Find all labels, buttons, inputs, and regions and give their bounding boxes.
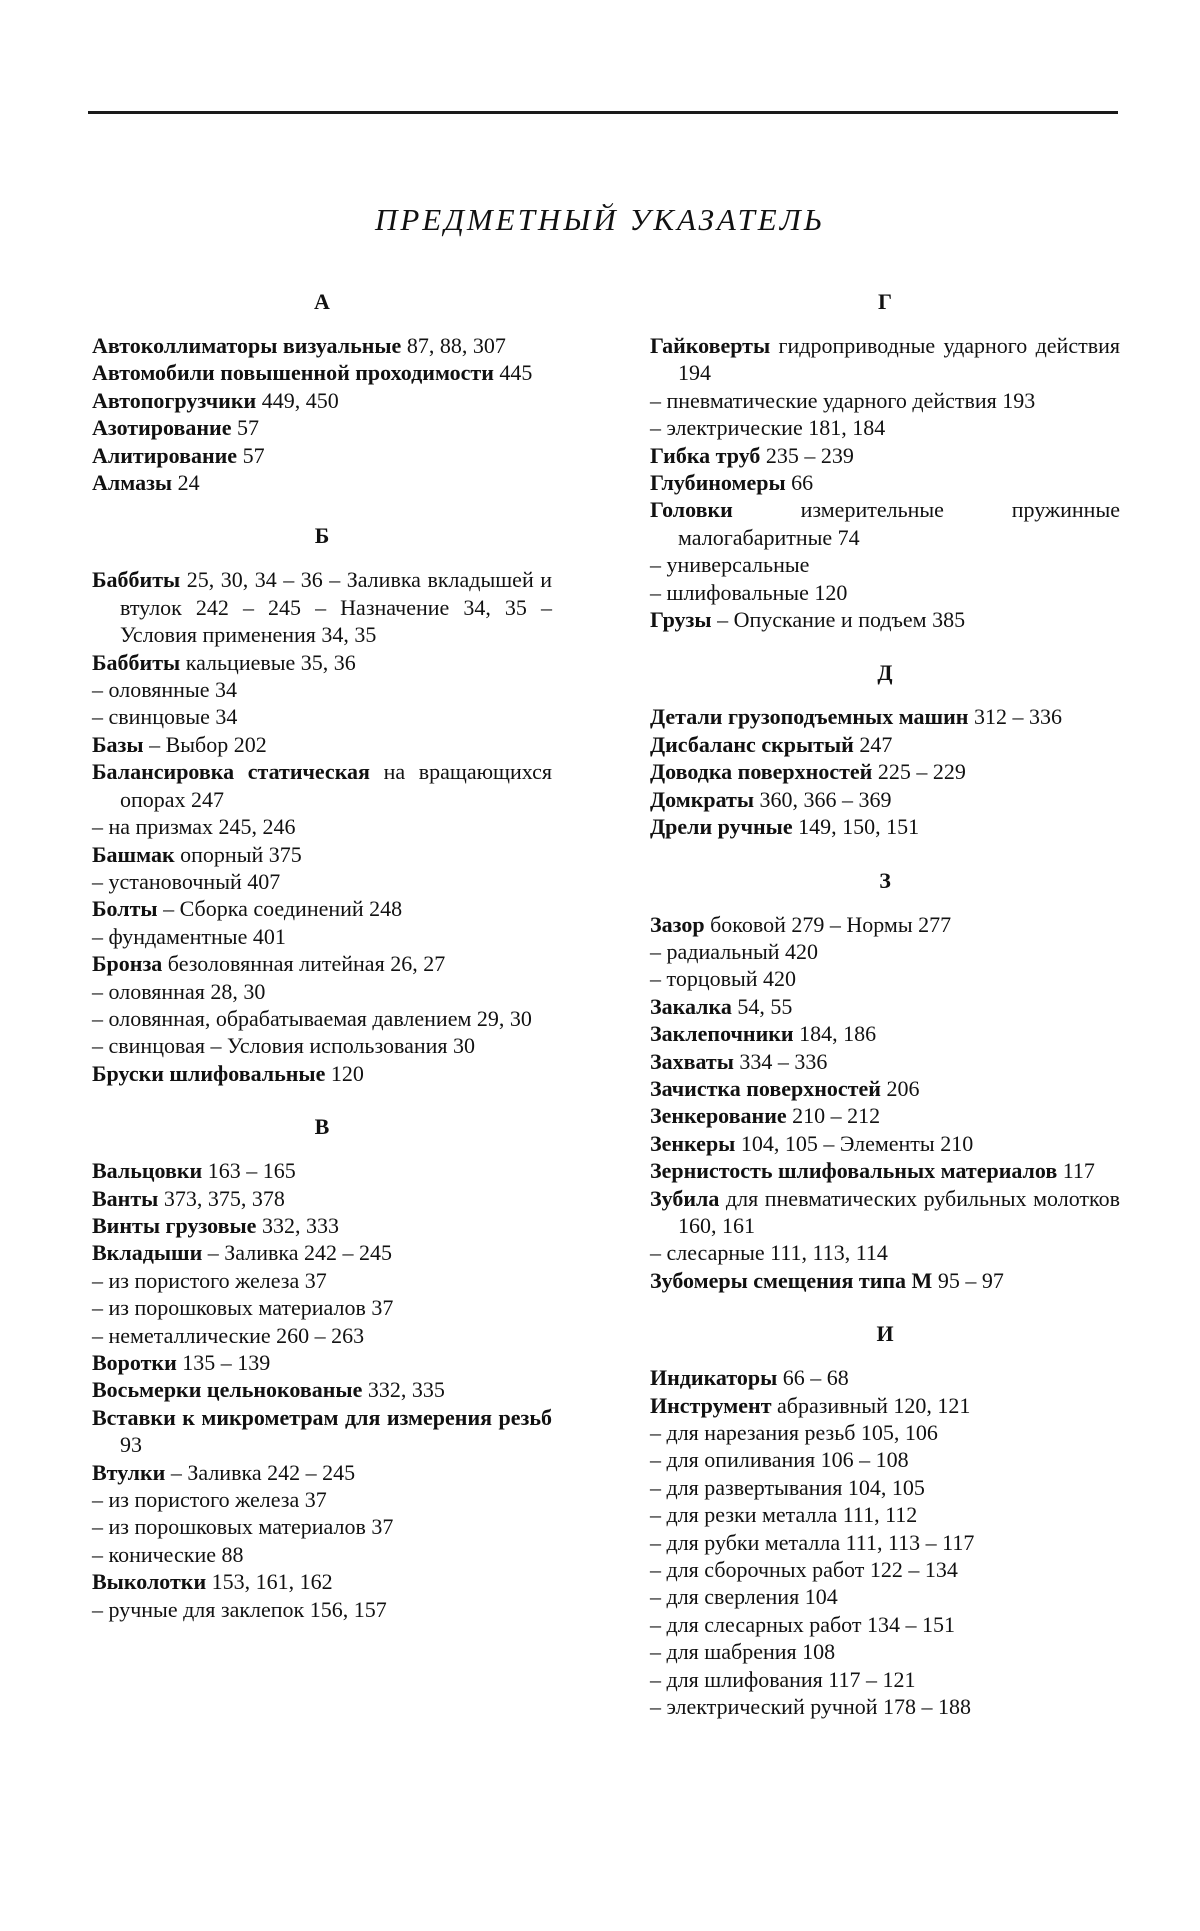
index-entry [650,442,1120,469]
index-entry [650,1130,1120,1157]
index-subentry [92,813,552,840]
index-entry [650,1392,1120,1419]
index-entry [92,649,552,676]
entry-pages: – свинцовые 34 [92,704,238,730]
entry-pages: 25, 30, 34 – 36 – Заливка вкладышей и втулок 242 – 245 – Назначение 34, 35 – Условия применения 34, 35 [120,567,552,648]
entry-term: Головки [650,497,733,523]
entry-pages: 225 – 229 [872,759,966,785]
entry-pages: 54, 55 [731,993,793,1019]
entry-pages: боковой 279 – Нормы 277 [704,911,952,937]
entry-term: Зубила [650,1185,720,1211]
index-entry [92,359,552,386]
index-entry [650,911,1120,938]
entry-term: Бруски шлифовальные [92,1060,326,1086]
entry-pages: – Выбор 202 [143,731,267,757]
entry-term: Ванты [92,1185,159,1211]
entry-pages: 57 [237,442,265,468]
entry-term: Зенкерование [650,1103,787,1129]
entry-term: Балансировка статическая [92,759,370,785]
index-entry [650,1048,1120,1075]
entry-term: Болты [92,896,158,922]
entry-pages: кальциевые 35, 36 [180,649,356,675]
index-entry [650,496,1120,551]
entry-term: Инструмент [650,1392,772,1418]
entry-term: Автомобили повышенной проходимости [92,360,494,386]
entry-pages: 449, 450 [256,387,339,413]
entry-term: Домкраты [650,786,755,812]
index-entry [92,1349,552,1376]
entry-pages: – электрический ручной 178 – 188 [650,1694,972,1720]
index-entry [92,758,552,813]
entry-pages: измерительные пружинные малогабаритные 74 [678,497,1120,550]
index-subentry [92,1513,552,1540]
index-entry [92,895,552,922]
index-subentry [92,703,552,730]
entry-pages: – пневматические ударного действия 193 [650,387,1036,413]
index-subentry [650,1583,1120,1610]
index-entry [92,1459,552,1486]
entry-term: Винты грузовые [92,1212,257,1238]
entry-pages: 210 – 212 [786,1103,881,1129]
entry-term: Алмазы [92,470,173,496]
index-entry [92,1376,552,1403]
entry-pages: на вращающихся опорах 247 [120,759,553,812]
index-subentry [650,1611,1120,1638]
index-subentry [650,579,1120,606]
page-title: ПРЕДМЕТНЫЙ УКАЗАТЕЛЬ [374,202,826,237]
entry-pages: – из пористого железа 37 [92,1487,327,1513]
index-entry [92,566,552,648]
index-entry [92,1185,552,1212]
index-entry [92,442,552,469]
entry-pages: 117 [1057,1158,1095,1184]
entry-pages: 312 – 336 [968,704,1062,730]
index-subentry [92,1005,552,1032]
section-letter: Б [314,523,330,549]
index-entry [92,387,552,414]
index-entry [650,758,1120,785]
entry-pages: для пневматических рубильных молотков 160, 161 [678,1185,1120,1238]
entry-pages: 95 – 97 [932,1267,1004,1293]
entry-pages: – ручные для заклепок 156, 157 [92,1596,387,1622]
index-entry [92,950,552,977]
entry-pages: – шлифовальные 120 [650,579,848,605]
index-subentry [650,551,1120,578]
entry-pages: – оловянные 34 [92,677,237,703]
entry-term: Грузы [650,607,712,633]
index-entry [650,1102,1120,1129]
index-entry [92,469,552,496]
entry-pages: 66 – 68 [777,1365,849,1391]
entry-term: Вставки к микрометрам для измерения резьб [92,1404,552,1430]
index-subentry [92,1294,552,1321]
entry-term: Баббиты [92,567,181,593]
index-entry [650,469,1120,496]
index-subentry [92,978,552,1005]
index-subentry [650,1556,1120,1583]
section-letter: И [876,1321,894,1347]
entry-pages: 163 – 165 [202,1158,296,1184]
entry-pages: 104, 105 – Элементы 210 [735,1130,974,1156]
entry-pages: 184, 186 [793,1021,877,1047]
entry-pages: 360, 366 – 369 [754,786,892,812]
entry-pages: 334 – 336 [733,1048,828,1074]
index-subentry [650,965,1120,992]
index-entry [92,1060,552,1087]
top-rule [88,111,1118,114]
entry-term: Индикаторы [650,1365,778,1391]
entry-term: Закалка [650,993,732,1019]
index-section [650,867,1120,1295]
entry-pages: – свинцовая – Условия использования 30 [92,1033,476,1059]
index-subentry [650,1693,1120,1720]
entry-pages: – Опускание и подъем 385 [711,607,966,633]
entry-pages: – из порошковых материалов 37 [92,1295,394,1321]
entry-term: Дрели ручные [650,814,793,840]
entry-pages: – слесарные 111, 113, 114 [650,1240,888,1266]
entry-pages: 332, 333 [256,1212,339,1238]
index-subentry [650,414,1120,441]
entry-pages: – радиальный 420 [650,938,819,964]
entry-term: Алитирование [92,442,238,468]
index-section [92,1113,552,1623]
entry-term: Зубомеры смещения типа М [650,1267,933,1293]
entry-pages: – для сверления 104 [650,1584,838,1610]
index-subentry [92,1596,552,1623]
index-subentry [92,1267,552,1294]
entry-term: Заклепочники [650,1021,794,1047]
index-entry [650,1020,1120,1047]
entry-pages: – на призмах 245, 246 [92,814,296,840]
entry-pages: 373, 375, 378 [158,1185,285,1211]
entry-pages: – конические 88 [92,1541,244,1567]
entry-term: Зернистость шлифовальных материалов [650,1158,1058,1184]
index-entry [92,1157,552,1184]
entry-pages: – оловянная, обрабатываемая давлением 29, 30 [92,1005,532,1031]
entry-term: Воротки [92,1350,177,1375]
section-letter: Д [877,660,893,686]
index-entry [650,606,1120,633]
index-subentry [650,1638,1120,1665]
entry-term: Глубиномеры [650,470,786,496]
entry-pages: 247 [853,731,893,757]
entry-pages: – Заливка 242 – 245 [165,1459,356,1485]
index-entry [92,1568,552,1595]
index-entry [650,993,1120,1020]
entry-pages: – из пористого железа 37 [92,1267,327,1293]
entry-term: Восьмерки цельнокованые [92,1377,363,1403]
entry-pages: – Сборка соединений 248 [157,896,403,922]
entry-term: Башмак [92,841,175,867]
index-subentry [92,1322,552,1349]
entry-term: Гибка труб [650,442,761,468]
entry-term: Азотирование [92,415,232,441]
index-column-right [650,288,1120,1746]
entry-pages: – неметаллические 260 – 263 [92,1322,365,1348]
entry-pages: абразивный 120, 121 [771,1392,971,1418]
index-subentry [650,938,1120,965]
index-subentry [650,1529,1120,1556]
index-entry [650,1157,1120,1184]
entry-pages: 24 [172,470,200,496]
index-entry [650,1267,1120,1294]
index-section [92,288,552,496]
entry-pages: – для слесарных работ 134 – 151 [650,1611,955,1637]
section-letter: Г [878,289,892,314]
index-section [650,659,1120,840]
entry-pages: 87, 88, 307 [401,333,506,358]
index-entry [92,731,552,758]
entry-pages: 93 [120,1432,142,1458]
entry-term: Гайковерты [650,333,771,358]
index-section [92,522,552,1087]
index-entry [650,1075,1120,1102]
entry-pages: – фундаментные 401 [92,923,286,949]
entry-pages: – оловянная 28, 30 [92,978,266,1004]
entry-term: Доводка поверхностей [650,759,873,785]
entry-term: Автоколлиматоры визуальные [92,333,402,358]
index-entry [650,1364,1120,1391]
entry-term: Выколотки [92,1569,207,1595]
entry-term: Зенкеры [650,1130,736,1156]
entry-term: Бронза [92,951,163,977]
entry-pages: – для рубки металла 111, 113 – 117 [650,1529,975,1555]
index-entry [650,332,1120,387]
index-subentry [92,1032,552,1059]
index-entry [92,841,552,868]
entry-pages: – для нарезания резьб 105, 106 [650,1420,938,1445]
entry-term: Зачистка поверхностей [650,1075,881,1101]
entry-pages: – для шабрения 108 [650,1639,836,1665]
index-section [650,288,1120,633]
entry-pages: – электрические 181, 184 [650,415,886,441]
entry-pages: 235 – 239 [760,442,854,468]
entry-term: Детали грузоподъемных машин [650,704,969,730]
index-subentry [650,1239,1120,1266]
index-subentry [650,1446,1120,1473]
entry-pages: – для шлифования 117 – 121 [650,1666,916,1692]
index-subentry [92,676,552,703]
entry-pages: – из порошковых материалов 37 [92,1514,394,1540]
entry-term: Автопогрузчики [92,387,257,413]
index-entry [92,332,552,359]
entry-pages: – торцовый 420 [650,966,797,992]
section-letter: А [314,289,330,314]
index-subentry [650,1501,1120,1528]
entry-pages: – для сборочных работ 122 – 134 [650,1557,958,1583]
entry-term: Дисбаланс скрытый [650,731,854,757]
entry-term: Захваты [650,1048,734,1074]
entry-pages: гидроприводные ударного действия 194 [678,333,1120,386]
entry-term: Базы [92,731,144,757]
index-entry [92,1239,552,1266]
index-subentry [92,923,552,950]
section-letter: З [879,867,891,893]
index-subentry [650,1666,1120,1693]
entry-pages: – для опиливания 106 – 108 [650,1447,909,1473]
entry-pages: – универсальные [650,552,810,578]
entry-term: Втулки [92,1459,166,1485]
entry-pages: опорный 375 [174,841,302,867]
index-subentry [92,868,552,895]
index-subentry [92,1486,552,1513]
entry-pages: 135 – 139 [176,1350,271,1375]
entry-pages: 445 [493,360,533,386]
index-entry [650,1185,1120,1240]
index-subentry [650,387,1120,414]
entry-pages: 153, 161, 162 [206,1569,333,1595]
index-entry [650,786,1120,813]
entry-pages: – для развертывания 104, 105 [650,1474,925,1500]
index-entry [92,1404,552,1459]
entry-pages: – Заливка 242 – 245 [202,1240,392,1266]
entry-pages: 206 [880,1075,920,1101]
entry-term: Вкладыши [92,1240,203,1266]
index-section [650,1320,1120,1720]
index-subentry [650,1474,1120,1501]
entry-pages: 120 [325,1060,364,1086]
index-subentry [92,1541,552,1568]
entry-pages: 66 [785,470,814,496]
index-column-left [92,288,552,1649]
entry-pages: 149, 150, 151 [792,814,920,840]
entry-pages: 57 [231,415,259,441]
index-entry [92,414,552,441]
index-entry [92,1212,552,1239]
entry-pages: 332, 335 [362,1377,445,1403]
section-letter: В [314,1114,330,1140]
entry-term: Баббиты [92,649,181,675]
index-entry [650,731,1120,758]
entry-term: Вальцовки [92,1158,203,1184]
index-subentry [650,1419,1120,1446]
entry-pages: – установочный 407 [92,868,281,894]
index-entry [650,813,1120,840]
entry-term: Зазор [650,911,705,937]
entry-pages: – для резки металла 111, 112 [650,1502,918,1528]
index-entry [650,703,1120,730]
entry-pages: безоловянная литейная 26, 27 [162,951,446,977]
